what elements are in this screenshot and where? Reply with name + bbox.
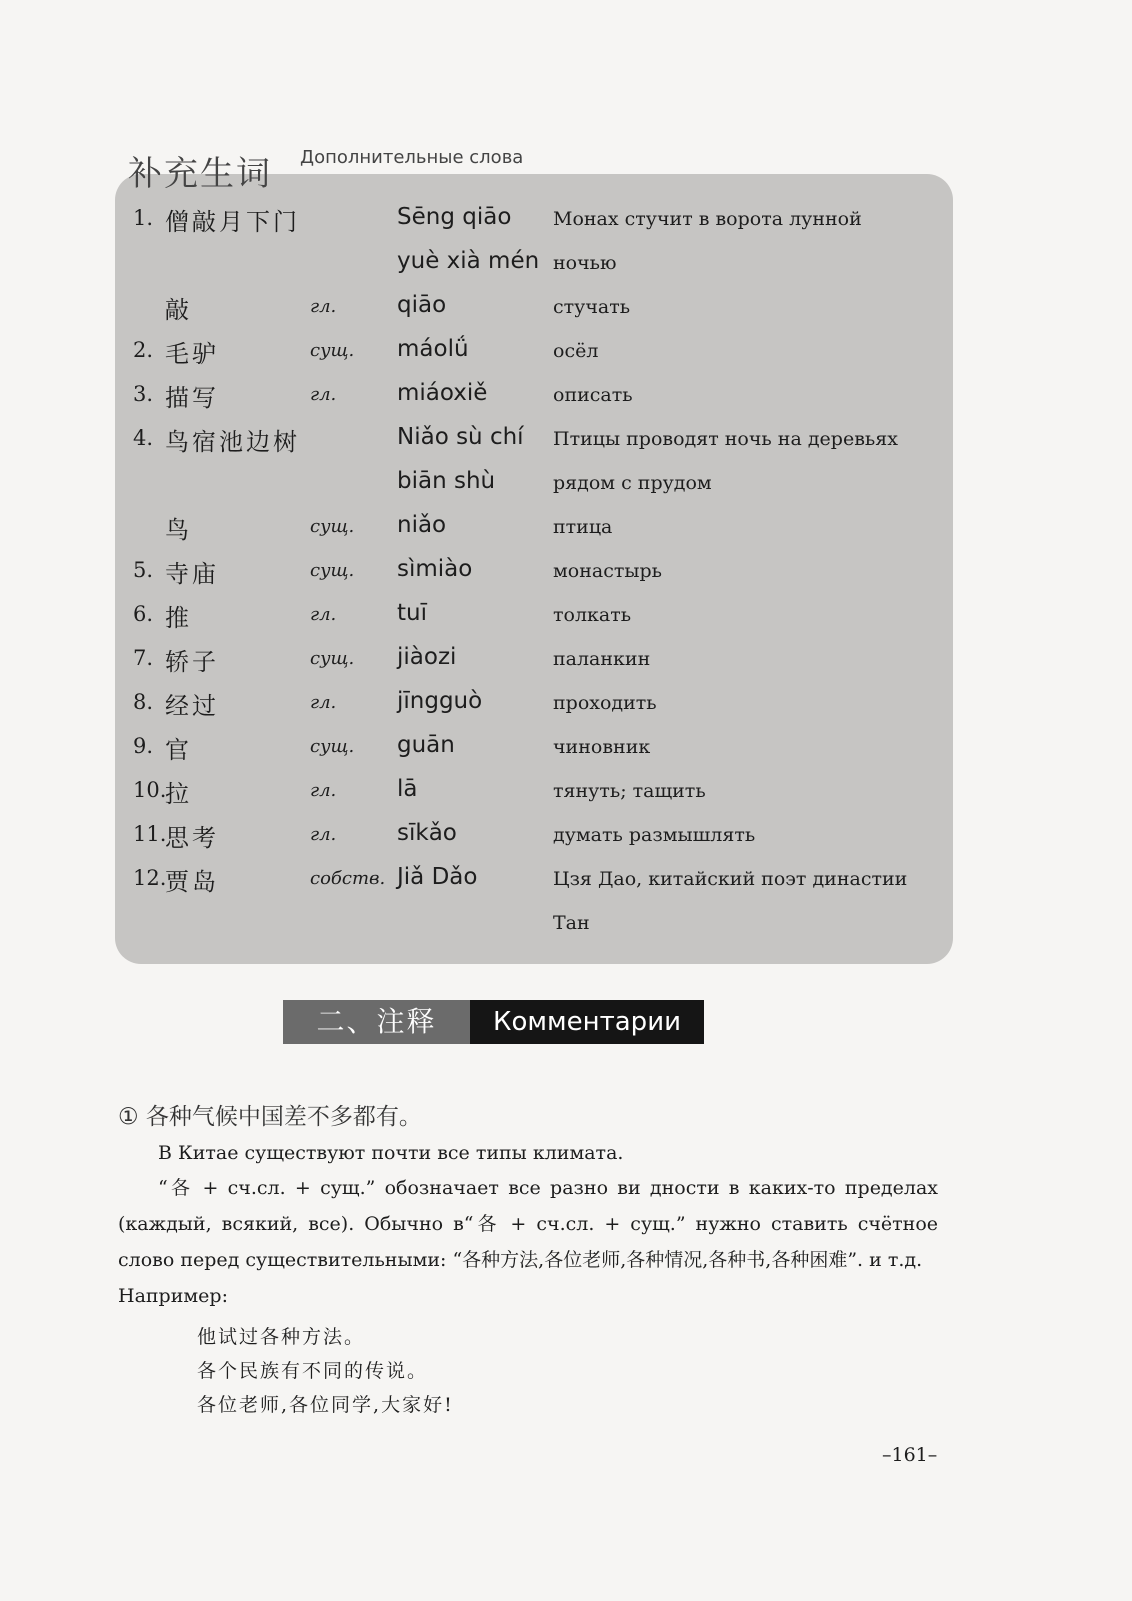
vocab-num: 1. <box>133 206 154 230</box>
vocab-hanzi: 经过 <box>165 692 219 720</box>
vocab-pos: сущ. <box>310 516 355 537</box>
section-header <box>283 1000 704 1044</box>
vocab-translation: чиновник <box>553 736 651 758</box>
vocab-hanzi: 僧敲月下门 <box>165 208 300 236</box>
vocab-num: 2. <box>133 338 154 362</box>
vocab-translation: паланкин <box>553 648 651 670</box>
vocab-row <box>115 504 953 548</box>
vocab-hanzi: 毛驴 <box>165 340 219 368</box>
vocab-row <box>115 812 953 856</box>
vocab-translation: стучать <box>553 296 631 318</box>
vocab-hanzi: 官 <box>165 736 192 764</box>
vocab-translation: монастырь <box>553 560 662 582</box>
vocab-row <box>115 680 953 724</box>
example-label: Например: <box>118 1285 228 1307</box>
note-heading: ① 各种气候中国差不多都有。 <box>118 1104 422 1130</box>
vocab-hanzi: 寺庙 <box>165 560 219 588</box>
vocab-translation: описать <box>553 384 633 406</box>
vocab-hanzi: 贾岛 <box>165 868 219 896</box>
vocab-translation: ночью <box>553 252 617 274</box>
vocab-pos: гл. <box>310 384 337 405</box>
vocab-num: 7. <box>133 646 154 670</box>
vocab-num: 9. <box>133 734 154 758</box>
vocab-row <box>115 460 953 504</box>
vocab-pos: гл. <box>310 780 337 801</box>
vocab-row <box>115 768 953 812</box>
vocab-pinyin: miáoxiě <box>397 380 488 406</box>
vocab-num: 12. <box>133 866 167 890</box>
vocab-row <box>115 284 953 328</box>
note-explanation: “各 + сч.сл. + сущ.” обозначает все разно ви дности в каких-то пределах (каждый, всякий, все). Обычно в“各 + сч.сл. + сущ.” нужно ставить счётное слово перед существительными: “各种方法,各位老师,各种情况,各种书,各种困难”. и т.д. <box>118 1177 938 1271</box>
vocab-row <box>115 372 953 416</box>
vocab-pinyin: sìmiào <box>397 556 473 582</box>
vocab-num: 10. <box>133 778 167 802</box>
vocab-pinyin: yuè xià mén <box>397 248 540 274</box>
vocab-pos: гл. <box>310 692 337 713</box>
vocab-num: 3. <box>133 382 154 406</box>
vocab-hanzi: 轿子 <box>165 648 219 676</box>
vocab-row <box>115 636 953 680</box>
vocab-pos: сущ. <box>310 648 355 669</box>
vocab-translation: Птицы проводят ночь на деревьях <box>553 428 898 450</box>
vocab-translation: Тан <box>553 912 590 934</box>
example-sentence: 各位老师,各位同学,大家好! <box>197 1394 454 1416</box>
vocab-num: 6. <box>133 602 154 626</box>
vocab-row <box>115 240 953 284</box>
vocab-row <box>115 416 953 460</box>
vocab-num: 11. <box>133 822 167 846</box>
vocab-translation: осёл <box>553 340 599 362</box>
example-sentence: 他试过各种方法。 <box>197 1326 366 1348</box>
vocab-pinyin: Jiǎ Dǎo <box>397 864 478 890</box>
vocab-hanzi: 思考 <box>165 824 219 852</box>
vocab-row <box>115 328 953 372</box>
vocab-pos: собств. <box>310 868 386 889</box>
vocab-pos: сущ. <box>310 560 355 581</box>
vocab-subtitle: Дополнительные слова <box>300 147 524 168</box>
vocab-hanzi: 拉 <box>165 780 192 808</box>
example-sentence: 各个民族有不同的传说。 <box>197 1360 429 1382</box>
vocab-list <box>115 196 953 956</box>
vocab-pinyin: niǎo <box>397 512 447 538</box>
vocab-translation: птица <box>553 516 613 538</box>
vocab-pos: гл. <box>310 296 337 317</box>
page-number: –161– <box>882 1444 938 1466</box>
vocab-hanzi: 描写 <box>165 384 219 412</box>
vocab-pinyin: jiàozi <box>397 644 457 670</box>
vocab-translation: думать размышлять <box>553 824 756 846</box>
vocab-pinyin: máolǘ <box>397 336 469 362</box>
vocab-translation: тянуть; тащить <box>553 780 706 802</box>
vocab-pos: сущ. <box>310 736 355 757</box>
vocab-row <box>115 856 953 900</box>
vocab-pinyin: Sēng qiāo <box>397 204 512 230</box>
vocab-pos: гл. <box>310 824 337 845</box>
vocab-translation: толкать <box>553 604 632 626</box>
vocab-row <box>115 900 953 944</box>
vocab-pinyin: tuī <box>397 600 427 626</box>
vocab-pinyin: sīkǎo <box>397 820 457 846</box>
section-title-ru: Комментарии <box>470 1000 704 1044</box>
vocab-title: 补充生词 <box>128 154 272 194</box>
vocab-pinyin: guān <box>397 732 455 758</box>
vocab-row <box>115 724 953 768</box>
vocab-translation: проходить <box>553 692 657 714</box>
vocab-num: 5. <box>133 558 154 582</box>
vocab-translation: Цзя Дао, китайский поэт династии <box>553 868 908 890</box>
vocab-row <box>115 548 953 592</box>
vocab-translation: Монах стучит в ворота лунной <box>553 208 862 230</box>
vocab-pinyin: biān shù <box>397 468 496 494</box>
vocab-pos: гл. <box>310 604 337 625</box>
vocab-pinyin: qiāo <box>397 292 447 318</box>
vocab-row <box>115 196 953 240</box>
vocab-pinyin: jīngguò <box>397 688 483 714</box>
vocab-row <box>115 592 953 636</box>
vocab-pinyin: Niǎo sù chí <box>397 424 524 450</box>
note-translation: В Китае существуют почти все типы климата. <box>158 1142 624 1164</box>
vocab-hanzi: 鸟 <box>165 516 192 544</box>
vocab-num: 4. <box>133 426 154 450</box>
section-title-cn: 二、注释 <box>283 1000 470 1044</box>
vocab-hanzi: 推 <box>165 604 192 632</box>
vocab-translation: рядом с прудом <box>553 472 712 494</box>
vocab-hanzi: 敲 <box>165 296 192 324</box>
vocab-hanzi: 鸟宿池边树 <box>165 428 300 456</box>
vocab-pos: сущ. <box>310 340 355 361</box>
vocab-pinyin: lā <box>397 776 418 802</box>
vocab-num: 8. <box>133 690 154 714</box>
